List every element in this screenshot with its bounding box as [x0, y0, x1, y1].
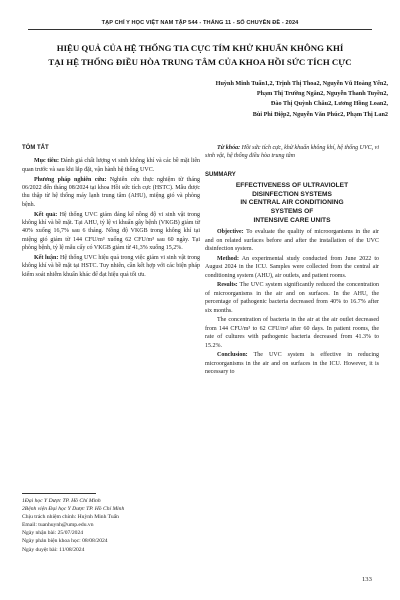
abstract-heading: TÓM TẮT [22, 145, 49, 151]
conclusion-text-en: The UVC system is effective in reducing microorganisms in the air and on surfaces in the ICU. However, it is necessary to [205, 352, 379, 376]
english-summary [205, 144, 379, 378]
conclusion-paragraph-en [205, 351, 379, 376]
results-text-vi: Hệ thống UVC giảm đáng kể nồng độ vi sinh vật trong không khí và bề mặt. Tại AHU, tỷ lệ vi khuẩn gây bệnh (VKGB) giảm từ 40% xuống 16,7% sau 6 tháng. Nồng độ VKGB trong không khí tại miệng gió giảm từ 144 CFU/m³ xuống 62 CFU/m³ sau 60 ngày. Tại phòng bệnh, tỷ lệ mẫu cấy có VKGB giảm từ 41,3% xuống 15,2%. [22, 211, 201, 252]
method-label-en: Method: [217, 255, 239, 262]
objective-text-en: To evaluate the quality of microorganisms in the air and on related surfaces before and after the installation of the UVC disinfection system. [205, 229, 379, 252]
footnotes [22, 493, 202, 554]
results-text-en: The UVC system significantly reduced the concentration of microorganisms in the air and on surfaces. In the AHU, the percentage of pathogenic bacteria decreased from 40% to 16.7% after six months. [205, 282, 379, 314]
objective-label-en: Objective: [217, 229, 244, 236]
journal-header: TẠP CHÍ Y HỌC VIỆT NAM TẬP 544 - THÁNG 11 - SỐ CHUYÊN ĐỀ - 2024 [101, 20, 299, 26]
objective-paragraph-en [205, 228, 379, 253]
method-text-vi: Nghiên cứu thực nghiệm từ tháng 06/2022 đến tháng 08/2024 tại khoa Hồi sức tích cực (HSTC). Mẫu được thu thập từ hệ thống máy lạnh trung tâm (AHU), miệng gió và phòng bệnh. [22, 176, 200, 208]
results-label-en: Results: [217, 282, 238, 289]
english-title-line-3: IN CENTRAL AIR CONDITIONING [240, 199, 344, 207]
objective-paragraph-vi [22, 157, 200, 174]
results-paragraph-en [205, 281, 379, 315]
date-accepted: Ngày duyệt bài: 11/08/2024 [22, 546, 85, 553]
header-rule [28, 29, 372, 30]
summary-heading: SUMMARY [205, 171, 236, 178]
title-line-1: HIỆU QUẢ CỦA HỆ THỐNG TIA CỰC TÍM KHỬ KHUẨN KHÔNG KHÍ [56, 43, 344, 53]
english-title [205, 182, 379, 225]
page-number: 133 [362, 576, 372, 583]
authors-line-1: Huỳnh Minh Tuấn1,2, Trịnh Thị Thoa2, Nguyễn Vũ Hoàng Yến2, [215, 80, 388, 87]
vietnamese-abstract [22, 144, 200, 281]
authors-line-4: Bùi Phi Điệp2, Nguyễn Văn Phúc2, Phạm Thị Lan2 [252, 110, 388, 118]
corresponding-email: Email: tuanhuynh@ump.edu.vn [22, 522, 94, 529]
article-title [22, 41, 378, 69]
conclusion-paragraph-vi [22, 254, 200, 279]
keywords-paragraph [205, 144, 379, 161]
method-text-en: An experimental study conducted from June 2022 to August 2024 in the ICU. Samples were collected from the central air conditioning system (AHU), air outlets, and patient rooms. [205, 255, 379, 279]
results-label-vi: Kết quả: [34, 211, 58, 218]
footnote-affiliation-2: 2Bệnh viện Đại học Y Dược TP. Hồ Chí Minh [22, 506, 125, 513]
english-title-line-4: SYSTEMS OF [270, 208, 314, 215]
conclusion-label-en: Conclusion: [217, 352, 248, 359]
results-paragraph-en-2: The concentration of bacteria in the air at the air outlet decreased from 144 CFU/m³ to 62 CFU/m³ after 60 days. In patient rooms, the rate of cultures with pathogenic bacteria decreased from 41.3% to 15.2%. [205, 317, 379, 349]
authors-line-2: Phạm Thị Trường Ngân2, Nguyễn Thanh Tuyền2, [256, 90, 388, 98]
author-list [60, 79, 388, 120]
date-received: Ngày nhận bài: 25/07/2024 [22, 530, 84, 537]
objective-text-vi: Đánh giá chất lượng vi sinh không khí và các bề mặt liên quan trước và sau khi lắp đặt, vận hành hệ thống UVC. [22, 158, 200, 173]
authors-line-3: Đào Thị Quỳnh Châu2, Lương Hồng Loan2, [270, 100, 388, 108]
method-paragraph-vi [22, 176, 200, 210]
method-label-vi: Phương pháp nghiên cứu: [34, 176, 107, 183]
english-title-line-5: INTENSIVE CARE UNITS [253, 216, 331, 224]
keywords-label: Từ khóa: [217, 145, 241, 151]
corresponding-author: Chịu trách nhiệm chính: Huỳnh Minh Tuấn [22, 514, 119, 521]
english-title-line-2: DISINFECTION SYSTEMS [252, 190, 332, 198]
footnote-affiliation-1: 1Đại học Y Dược TP. Hồ Chí Minh [22, 498, 101, 504]
english-title-line-1: EFFECTIVENESS OF ULTRAVIOLET [235, 182, 349, 190]
title-line-2: TẠI HỆ THỐNG ĐIỀU HÒA TRUNG TÂM CỦA KHOA HỒI SỨC TÍCH CỰC [48, 57, 352, 67]
footnote-rule [22, 493, 96, 494]
date-reviewed: Ngày phản biện khoa học: 08/08/2024 [22, 538, 108, 545]
objective-label-vi: Mục tiêu: [34, 158, 60, 165]
method-paragraph-en [205, 255, 379, 280]
conclusion-text-vi: Hệ thống UVC hiệu quả trong việc giảm vi sinh vật trong không khí và bề mặt tại HSTC. Tuy nhiên, cần kết hợp với các biện pháp kiểm soát nhiễm khuẩn khác để đạt hiệu quả tối ưu. [22, 255, 200, 278]
conclusion-label-vi: Kết luận: [34, 255, 59, 262]
results-paragraph-vi [22, 211, 200, 253]
keywords-text: Hồi sức tích cực, khử khuẩn không khí, hệ thống UVC, vi sinh vật, hệ thống điều hòa trung tâm [205, 145, 379, 160]
